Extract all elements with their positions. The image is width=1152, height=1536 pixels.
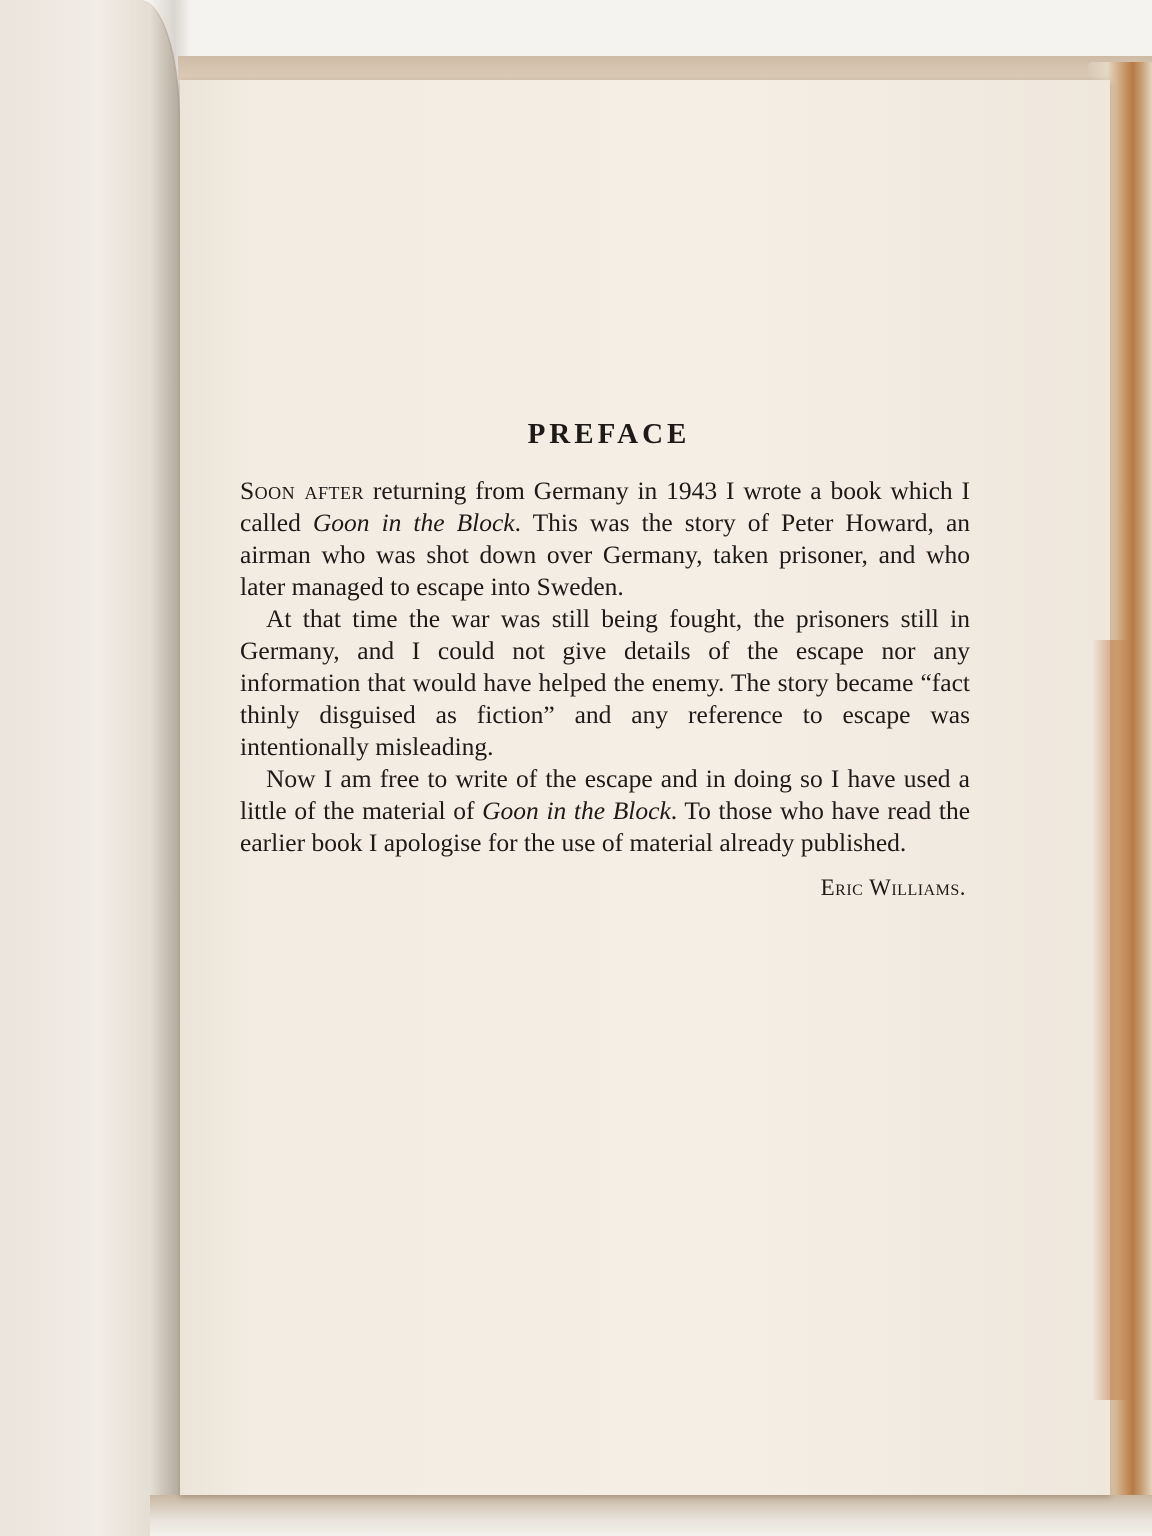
paragraph-1-text-a: returning from Germany in 1943 I wrote a book which I called (240, 476, 971, 537)
paragraph-3-text-a: Now I am free to write of the escape and in doing so I have used a little of the material of (240, 764, 970, 825)
paragraph-lead-words: Soon after (240, 476, 365, 505)
book-bottom-edge (150, 1495, 1152, 1536)
book-cover-top-edge (178, 56, 1152, 80)
book-title-reference: Goon in the Block (312, 508, 515, 537)
preface-paragraph-1 (240, 475, 970, 603)
preface-text-block (240, 418, 970, 901)
page-edge-stain (1092, 640, 1132, 1400)
paragraph-3-text-b: . To those who have read the earlier book I apologise for the use of material already published. (240, 796, 971, 857)
book-title-reference: Goon in the Block (482, 796, 671, 825)
preface-title: PREFACE (527, 418, 691, 450)
author-signature: Eric Williams. (820, 875, 966, 900)
preface-paragraph-2: At that time the war was still being fought, the prisoners still in Germany, and I could not give details of the escape nor any information that would have helped the enemy. The story became “fact thinly disguised as fiction” and any reference to escape was intentionally misleading. (240, 604, 970, 761)
paragraph-1-text-b: . This was the story of Peter Howard, an airman who was shot down over Germany, taken prisoner, and who later managed to escape into Sweden. (240, 508, 971, 601)
preface-paragraph-3 (240, 763, 970, 859)
